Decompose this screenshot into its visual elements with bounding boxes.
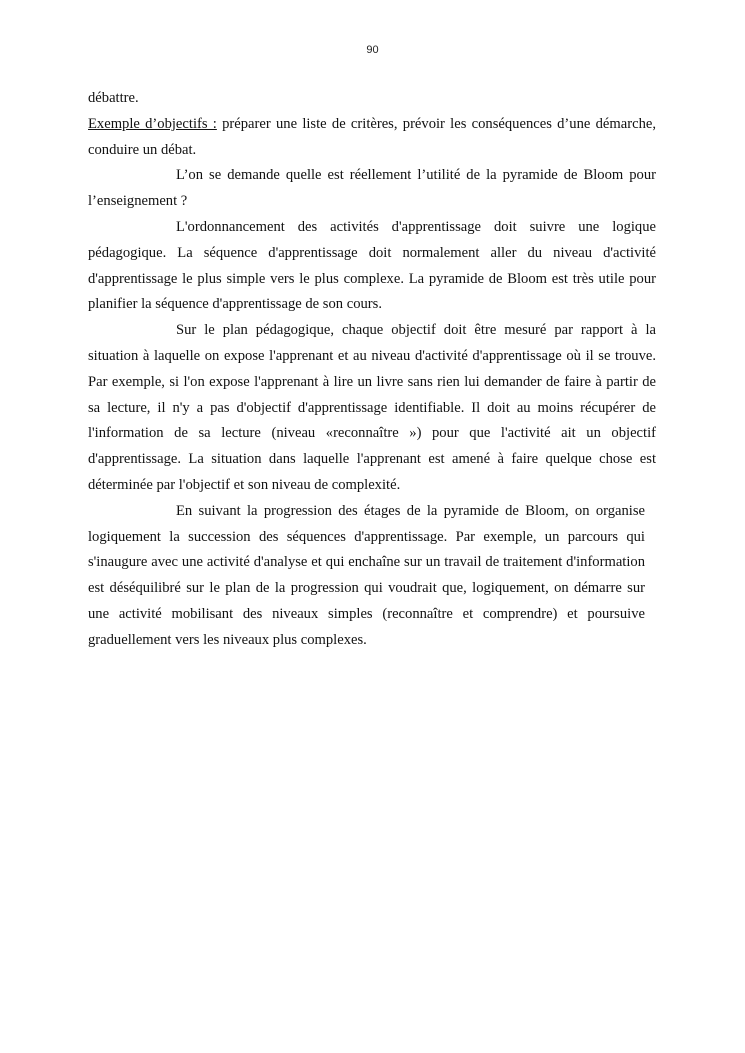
objectives-example-text: préparer une liste de critères, prévoir les conséquences d’une démarche, conduire un débat. xyxy=(88,115,656,158)
paragraph-objectives-example xyxy=(88,112,656,164)
paragraph-continuation: débattre. xyxy=(88,90,139,106)
body-text xyxy=(88,86,656,654)
paragraph-ordering-activities: L'ordonnancement des activités d'apprentissage doit suivre une logique pédagogique. La séquence d'apprentissage doit normalement aller du niveau d'activité d'apprentissage le plus simple vers le plus complexe. La pyramide de Bloom est très utile pour planifier la séquence d'apprentissage de son cours. xyxy=(88,218,656,313)
paragraph-pedagogical-plan: Sur le plan pédagogique, chaque objectif doit être mesuré par rapport à la situation à laquelle on expose l'apprenant et au niveau d'activité d'apprentissage où il se trouve. Par exemple, si l'on expose l'apprenant à lire un livre sans rien lui demander de faire à partir de sa lecture, il n'y a pas d'objectif d'apprentissage identifiable. Il doit au moins récupérer de l'information de sa lecture (niveau «reconnaître ») pour que l'activité ait un objectif d'apprentissage. La situation dans laquelle l'apprenant est amené à faire quelque chose est déterminée par l'objectif et son niveau de complexité. xyxy=(88,322,656,493)
page-number: 90 xyxy=(366,44,379,56)
paragraph-bloom-question: L’on se demande quelle est réellement l’utilité de la pyramide de Bloom pour l’enseignement ? xyxy=(88,167,656,210)
paragraph-progression: En suivant la progression des étages de la pyramide de Bloom, on organise logiquement la succession des séquences d'apprentissage. Par exemple, un parcours qui s'inaugure avec une activité d'analyse et qui enchaîne sur un travail de traitement d'information est déséquilibré sur le plan de la progression qui voudrait que, logiquement, on démarre sur une activité mobilisant des niveaux simples (reconnaître et comprendre) et poursuive graduellement vers les niveaux plus complexes. xyxy=(88,502,645,648)
objectives-example-label: Exemple d’objectifs : xyxy=(88,115,217,132)
